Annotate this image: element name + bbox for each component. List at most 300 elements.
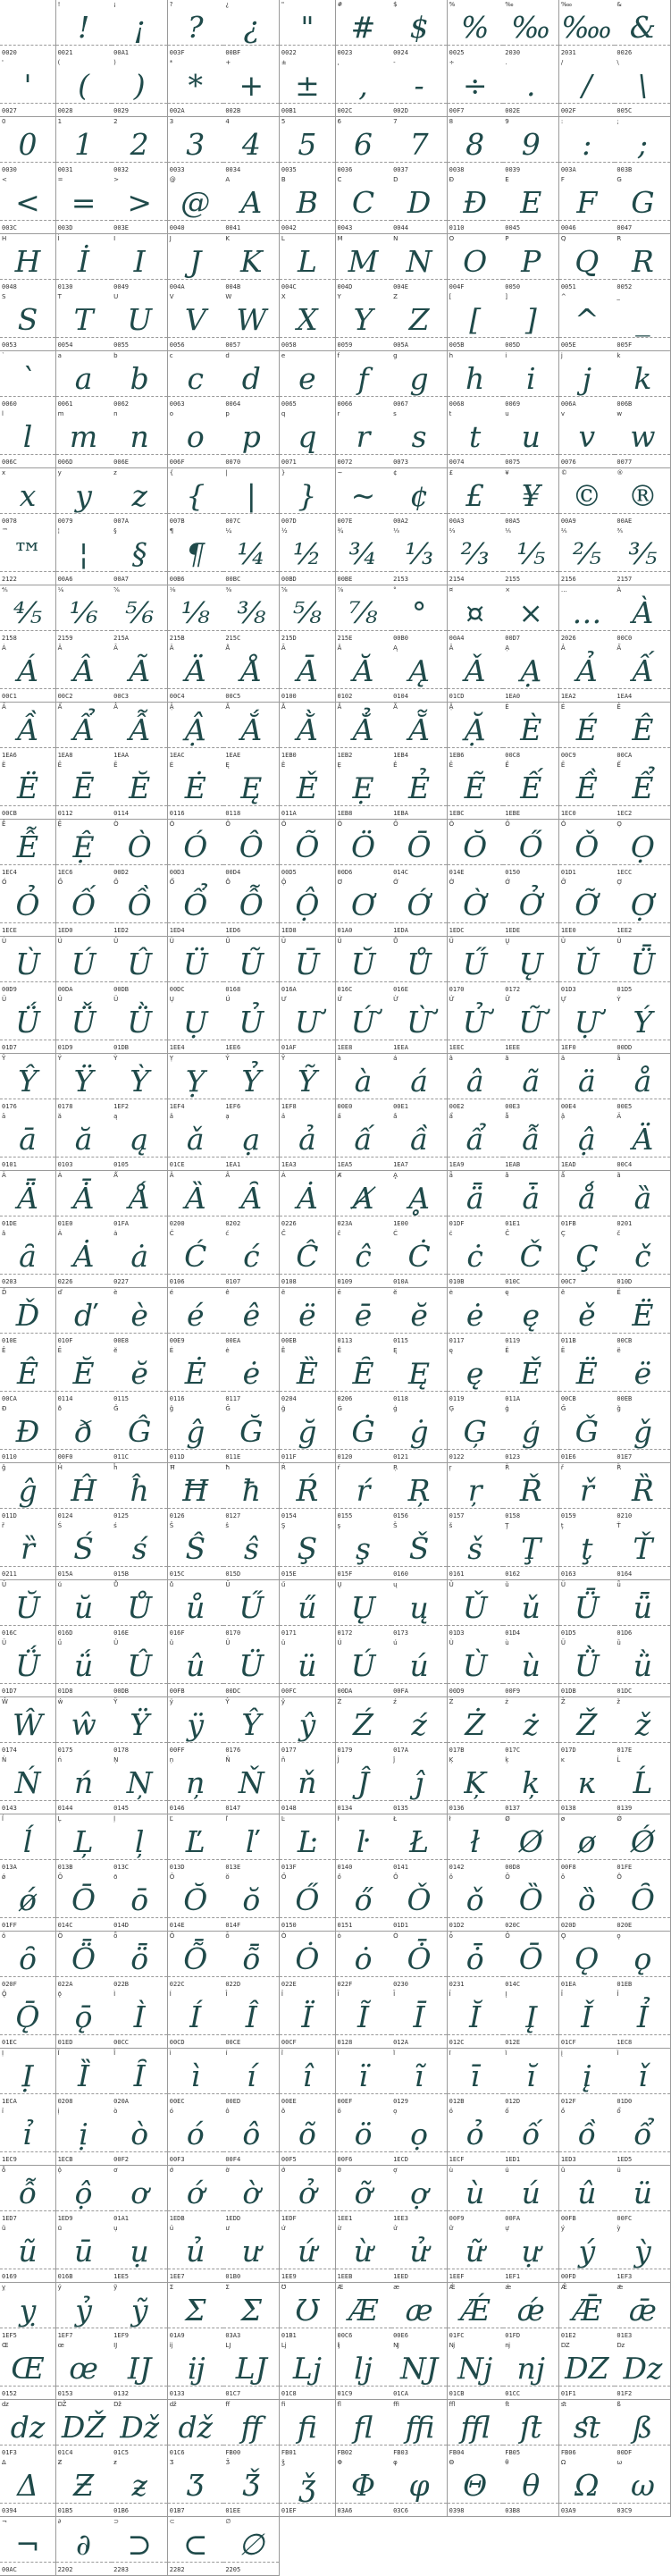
glyph-header-char: È (505, 703, 509, 711)
glyph-header-char: ầ (393, 1113, 398, 1121)
glyph-header-char: ľ (225, 1814, 228, 1823)
glyph-header-char: 4 (225, 117, 230, 125)
glyph-cell (503, 526, 559, 585)
glyph-sample: e (298, 360, 316, 396)
glyph-cell (503, 1638, 559, 1697)
glyph-sample: x (19, 477, 37, 513)
glyph-header-char: r (337, 410, 340, 418)
glyph-sample: ǿ (19, 1882, 37, 1918)
glyph-cell (223, 1580, 280, 1639)
glyph-cell (336, 351, 392, 410)
glyph-header-char: Ǒ (393, 1873, 398, 1881)
glyph-header-char: Ữ (505, 996, 511, 1004)
glyph-codepoint: 00D9 (449, 1688, 465, 1696)
glyph-sample: ü (633, 2175, 653, 2210)
glyph-codepoint: 0057 (225, 341, 241, 349)
glyph-sample: À (632, 594, 654, 630)
glyph-header-char: Œ (2, 2342, 9, 2350)
glyph-header-char: Ể (616, 762, 621, 770)
glyph-codepoint: 2282 (169, 2565, 185, 2573)
glyph-sample: y (75, 477, 92, 513)
glyph-sample: ú (409, 1648, 429, 1684)
glyph-header-char: ņ (169, 1756, 174, 1764)
glyph-codepoint: 1ED1 (505, 2156, 521, 2164)
glyph-cell (0, 937, 56, 996)
glyph-codepoint: 002D (393, 107, 408, 115)
glyph-sample: § (131, 536, 147, 572)
glyph-cell (503, 703, 559, 762)
glyph-header-char: A (225, 176, 231, 184)
glyph-cell (112, 292, 168, 351)
glyph-header-char: î (281, 2049, 283, 2057)
glyph-cell (503, 644, 559, 703)
glyph-codepoint: 00E5 (616, 1102, 633, 1110)
glyph-codepoint: 0152 (2, 2390, 17, 2398)
glyph-header-char: Ÿ (113, 1697, 118, 1705)
glyph-cell (280, 2341, 336, 2400)
glyph-header-char: Ű (225, 1580, 231, 1588)
glyph-codepoint: 005D (505, 341, 521, 349)
glyph-codepoint: 00F0 (57, 1453, 73, 1461)
glyph-sample: Ǻ (129, 1180, 151, 1216)
glyph-codepoint: 01D5 (560, 1629, 576, 1637)
glyph-cell (280, 234, 336, 293)
glyph-sample: ǔ (521, 1589, 541, 1625)
glyph-cell (448, 58, 504, 117)
glyph-codepoint: 0076 (560, 459, 576, 467)
glyph-cell (280, 351, 336, 410)
glyph-cell (280, 2283, 336, 2342)
glyph-header-char: Ǚ (57, 996, 63, 1004)
glyph-codepoint: 010D (616, 1278, 633, 1286)
glyph-cell (168, 2224, 224, 2283)
glyph-cell (448, 0, 504, 59)
glyph-cell (615, 58, 671, 117)
glyph-codepoint: 00ED (225, 2097, 241, 2105)
glyph-cell (448, 234, 504, 293)
glyph-sample: ġ (409, 1414, 429, 1450)
glyph-sample: ổ (633, 2117, 652, 2152)
glyph-codepoint: 00C1 (2, 693, 17, 701)
glyph-codepoint: 0120 (337, 1453, 353, 1461)
glyph-header-char: ý (560, 2225, 565, 2233)
glyph-cell (448, 761, 504, 820)
glyph-sample: ȱ (466, 1940, 484, 1976)
glyph-sample: Ž (576, 1706, 598, 1742)
glyph-cell (0, 761, 56, 820)
glyph-sample: Ȫ (71, 1940, 96, 1976)
glyph-header-char: Ȑ (616, 1463, 622, 1471)
glyph-header-char: ŷ (281, 1697, 286, 1705)
glyph-cell (168, 1521, 224, 1580)
glyph-header-char: ş (337, 1522, 341, 1530)
glyph-cell (112, 1873, 168, 1932)
glyph-cell (223, 585, 280, 644)
glyph-sample: g (409, 360, 429, 396)
glyph-codepoint: 00D5 (281, 868, 297, 876)
glyph-cell (0, 1697, 56, 1756)
glyph-codepoint: 01B1 (281, 2331, 297, 2339)
glyph-cell (391, 1521, 448, 1580)
glyph-sample: ǜ (633, 1648, 653, 1684)
glyph-sample: ā (19, 1122, 37, 1158)
glyph-cell (280, 117, 336, 176)
glyph-sample: Ņ (126, 1765, 153, 1801)
glyph-codepoint: 00D8 (505, 1863, 521, 1871)
glyph-header-char: ﬁ (281, 2400, 286, 2408)
glyph-sample: , (358, 68, 368, 104)
glyph-sample: ¶ (186, 536, 205, 572)
glyph-header-char: v (560, 410, 565, 418)
glyph-sample: Ǘ (15, 1648, 40, 1684)
glyph-codepoint: 014E (449, 868, 465, 876)
glyph-sample: | (246, 477, 256, 513)
glyph-sample: ģ (521, 1414, 541, 1450)
glyph-cell (391, 1814, 448, 1873)
glyph-sample: Ŀ (297, 1823, 317, 1859)
glyph-codepoint: 0206 (337, 1394, 353, 1402)
glyph-cell (503, 409, 559, 468)
glyph-codepoint: 00C7 (560, 1278, 576, 1286)
glyph-cell (0, 117, 56, 176)
glyph-header-char: ọ (393, 2108, 398, 2116)
glyph-sample: Ü (182, 946, 208, 981)
glyph-header-char: 5 (281, 117, 286, 125)
glyph-header-char: # (337, 1, 343, 8)
glyph-codepoint: 1EDF (281, 2214, 297, 2222)
glyph-header-char: Ǿ (616, 1814, 622, 1823)
glyph-sample: ï (358, 2058, 368, 2093)
glyph-cell (168, 2400, 224, 2459)
glyph-cell (0, 234, 56, 293)
glyph-cell (448, 1229, 504, 1288)
glyph-header-char: Ç (560, 1230, 566, 1238)
glyph-header-char: ⅜ (225, 585, 232, 593)
glyph-cell (559, 351, 616, 410)
glyph-cell (56, 409, 113, 468)
glyph-sample: ż (523, 1706, 539, 1742)
glyph-sample: ờ (242, 2175, 261, 2210)
glyph-cell (112, 234, 168, 293)
glyph-sample: ŗ (467, 1472, 482, 1508)
glyph-sample: ȏ (19, 1940, 37, 1976)
glyph-header-char: Ƶ (57, 2459, 63, 2467)
glyph-codepoint: 00A3 (449, 517, 465, 525)
glyph-cell (280, 995, 336, 1054)
glyph-header-char: ǫ (616, 1932, 621, 1940)
glyph-codepoint: 0028 (57, 107, 73, 115)
glyph-header-char: ổ (616, 2108, 621, 2116)
glyph-header-char: Ŗ (393, 1463, 398, 1471)
glyph-cell (615, 1755, 671, 1814)
glyph-cell (336, 234, 392, 293)
glyph-sample: Ê (16, 1355, 39, 1391)
glyph-sample: ì (190, 2058, 201, 2093)
glyph-cell (0, 995, 56, 1054)
glyph-sample: Ⱥ (352, 1180, 374, 1216)
glyph-header-char: I (113, 234, 116, 242)
glyph-cell (168, 175, 224, 234)
glyph-cell (280, 1288, 336, 1347)
glyph-sample: ȁ (633, 1180, 652, 1216)
glyph-cell (615, 1638, 671, 1697)
glyph-cell (0, 1229, 56, 1288)
glyph-cell (391, 1755, 448, 1814)
glyph-sample: ® (627, 477, 658, 513)
glyph-sample: ğ (298, 1414, 317, 1450)
glyph-sample: Ē (72, 770, 95, 806)
glyph-codepoint: 016A (281, 985, 297, 993)
glyph-codepoint: 006F (169, 459, 185, 467)
glyph-codepoint: 1ED6 (225, 927, 241, 935)
glyph-header-char: ő (337, 1873, 341, 1881)
glyph-cell (223, 2341, 280, 2400)
glyph-codepoint: 01EB (616, 1980, 633, 1988)
glyph-sample: Ḁ (408, 1180, 430, 1216)
glyph-sample: Ú (71, 946, 96, 981)
glyph-codepoint: 0051 (560, 282, 576, 290)
glyph-sample: Ĕ (129, 770, 151, 806)
glyph-codepoint: 013E (225, 1863, 241, 1871)
glyph-header-char: Ẳ (337, 703, 342, 711)
glyph-cell (336, 761, 392, 820)
glyph-codepoint: 1EB2 (337, 751, 353, 759)
glyph-header-char: ë (616, 1346, 621, 1354)
glyph-codepoint: 020A (113, 2097, 130, 2105)
glyph-codepoint: 0133 (169, 2390, 185, 2398)
glyph-sample: Ủ (239, 1005, 264, 1040)
glyph-cell (56, 1814, 116, 1873)
glyph-codepoint: 01E6 (560, 1453, 576, 1461)
glyph-header-char: ¶ (169, 527, 174, 535)
glyph-sample: Ớ (407, 888, 432, 923)
glyph-sample: 8 (466, 126, 485, 162)
glyph-sample: M (348, 243, 379, 279)
glyph-cell (336, 1873, 392, 1932)
glyph-sample: ỳ (634, 2234, 651, 2269)
glyph-codepoint: 01CB (449, 2390, 465, 2398)
glyph-sample: f (357, 360, 369, 396)
glyph-cell (223, 2283, 280, 2342)
glyph-header-char: $ (393, 1, 398, 8)
glyph-sample: Ǒ (407, 1882, 432, 1918)
glyph-cell (448, 1697, 504, 1756)
glyph-header-char: ß (616, 2400, 621, 2408)
glyph-header-char: ǈ (281, 2342, 287, 2350)
glyph-header-char: ê (225, 1288, 230, 1296)
glyph-cell (391, 234, 448, 293)
glyph-cell (503, 1521, 559, 1580)
glyph-cell (280, 820, 336, 879)
glyph-header-char: ţ (560, 1522, 564, 1530)
glyph-header-char: ú (393, 1639, 398, 1647)
glyph-sample: p (241, 419, 261, 455)
glyph-cell (448, 2341, 504, 2400)
glyph-header-char: V (169, 293, 174, 301)
glyph-cell (168, 1054, 224, 1113)
glyph-cell (336, 1755, 392, 1814)
glyph-codepoint: 002B (225, 107, 241, 115)
glyph-sample: ę (466, 1355, 484, 1391)
glyph-header-char: Ĕ (57, 1346, 63, 1354)
glyph-sample: # (350, 10, 376, 45)
glyph-header-char: Ǘ (2, 1639, 7, 1647)
glyph-codepoint: 002A (169, 107, 185, 115)
glyph-cell (223, 1171, 280, 1230)
glyph-header-char: ả (281, 1113, 286, 1121)
glyph-codepoint: 00A6 (57, 576, 73, 584)
glyph-header-char: ữ (449, 2225, 454, 2233)
glyph-codepoint: 015A (57, 1570, 73, 1578)
glyph-cell (448, 703, 504, 762)
glyph-cell (615, 526, 671, 585)
glyph-codepoint: 0176 (225, 1746, 241, 1754)
glyph-cell (448, 1463, 504, 1522)
glyph-codepoint: 1EE9 (281, 2273, 297, 2281)
glyph-header-char: Ằ (281, 703, 286, 711)
glyph-sample: Ệ (72, 829, 95, 864)
glyph-codepoint: 1EC9 (2, 2156, 17, 2164)
glyph-sample: Ị (21, 2058, 34, 2093)
glyph-codepoint: 0119 (505, 1336, 521, 1344)
glyph-sample: Č (519, 1239, 542, 1275)
glyph-cell (448, 2400, 504, 2459)
glyph-codepoint: 1EE7 (169, 2273, 185, 2281)
glyph-header-char: Ỏ (2, 879, 7, 887)
glyph-cell (336, 1346, 392, 1405)
glyph-cell (615, 1288, 671, 1347)
glyph-codepoint: 00E3 (505, 1102, 521, 1110)
glyph-codepoint: 0118 (225, 810, 241, 818)
glyph-sample: û (186, 1648, 205, 1684)
glyph-cell (336, 1580, 392, 1639)
glyph-codepoint: 1EE3 (393, 2214, 408, 2222)
glyph-header-char: ⊃ (113, 2517, 120, 2525)
glyph-header-char: ẫ (505, 1113, 509, 1121)
glyph-codepoint: 2153 (393, 576, 408, 584)
glyph-cell (168, 878, 224, 937)
glyph-header-char: Ȭ (169, 1932, 175, 1940)
glyph-header-char: 0 (2, 117, 6, 125)
glyph-sample: ¡ (133, 10, 146, 45)
glyph-sample: ŝ (243, 1531, 259, 1567)
glyph-codepoint: 012C (449, 2039, 465, 2047)
glyph-cell (448, 117, 504, 176)
glyph-cell (168, 1463, 224, 1522)
glyph-sample: q (298, 419, 317, 455)
glyph-sample: Ũ (239, 946, 264, 981)
glyph-cell (448, 1990, 504, 2049)
glyph-cell (615, 175, 671, 234)
glyph-sample: Ȋ (133, 2058, 146, 2093)
glyph-codepoint: 0049 (113, 282, 130, 290)
glyph-cell (168, 117, 224, 176)
glyph-header-char: Ü (225, 1639, 231, 1647)
glyph-codepoint: 0172 (337, 1629, 353, 1637)
glyph-sample: Ù (462, 1648, 488, 1684)
glyph-header-char: Ċ (393, 1230, 398, 1238)
glyph-codepoint: 0226 (281, 1219, 297, 1227)
glyph-codepoint: 007B (169, 517, 185, 525)
glyph-header-char: P (505, 234, 509, 242)
glyph-cell (223, 1755, 280, 1814)
glyph-cell (559, 292, 616, 351)
glyph-header-char: ǎ (169, 1113, 174, 1121)
glyph-header-char: Æ (337, 2283, 344, 2291)
glyph-sample: Â (72, 653, 95, 689)
glyph-header-char: ÿ (169, 1697, 173, 1705)
glyph-cell (168, 2517, 224, 2576)
glyph-cell (168, 1171, 224, 1230)
glyph-codepoint: 012B (449, 2097, 465, 2105)
glyph-header-char: Ồ (113, 879, 119, 887)
glyph-header-char: ¥ (505, 468, 509, 476)
glyph-sample: Ǫ (575, 1940, 600, 1976)
glyph-sample: Ë (632, 1297, 654, 1333)
glyph-codepoint: 1EEB (337, 2273, 353, 2281)
glyph-codepoint: 013D (169, 1863, 185, 1871)
glyph-header-char: ™ (2, 527, 8, 535)
glyph-sample: ǭ (74, 1999, 93, 2035)
glyph-sample: ﬅ (519, 2409, 542, 2445)
glyph-cell (0, 878, 56, 937)
glyph-header-char: ĭ (505, 2049, 507, 2057)
glyph-header-char: ū (57, 2225, 63, 2233)
glyph-codepoint: 0156 (393, 1511, 408, 1520)
glyph-sample: Ø (518, 1823, 543, 1859)
glyph-header-char: ∂ (57, 2517, 62, 2525)
glyph-cell (336, 2400, 392, 2459)
glyph-header-char: Ĵ (337, 1756, 340, 1764)
glyph-sample: ȍ (577, 1882, 596, 1918)
glyph-codepoint: 004C (281, 282, 297, 290)
glyph-codepoint: 01C8 (281, 2390, 297, 2398)
glyph-header-char: ŏ (225, 1873, 230, 1881)
glyph-header-char: Ÿ (57, 1054, 62, 1062)
glyph-header-char: ǌ (505, 2342, 510, 2350)
glyph-codepoint: 0079 (57, 517, 73, 525)
glyph-header-char: Ờ (449, 879, 456, 887)
glyph-codepoint: 0058 (281, 341, 297, 349)
glyph-codepoint: 01D7 (2, 1688, 17, 1696)
glyph-header-char: ĥ (113, 1463, 118, 1471)
glyph-header-char: Ǻ (113, 1171, 118, 1179)
glyph-cell (56, 2400, 113, 2459)
glyph-sample: 7 (409, 126, 429, 162)
glyph-codepoint: 1EDA (393, 927, 408, 935)
glyph-cell (391, 292, 448, 351)
glyph-cell (280, 2224, 336, 2283)
glyph-sample: ẫ (522, 1122, 541, 1158)
glyph-header-char: Ȧ (57, 1230, 63, 1238)
glyph-sample: Ǔ (574, 946, 600, 981)
glyph-cell (223, 1054, 280, 1113)
glyph-sample: Ń (14, 1765, 41, 1801)
glyph-cell (112, 1054, 168, 1113)
glyph-codepoint: 1EB4 (393, 751, 408, 759)
glyph-sample: ǯ (298, 2468, 316, 2504)
glyph-sample: Ō (518, 1940, 543, 1976)
glyph-cell (448, 2049, 504, 2108)
glyph-header-char: Ậ (169, 703, 174, 711)
glyph-sample: Ộ (295, 888, 320, 923)
glyph-codepoint: 00E9 (169, 1336, 185, 1344)
glyph-codepoint: 2122 (2, 576, 17, 584)
glyph-header-char: : (560, 117, 564, 125)
glyph-cell (112, 351, 168, 410)
glyph-codepoint: 0155 (337, 1511, 353, 1520)
glyph-codepoint: 0065 (281, 400, 297, 408)
